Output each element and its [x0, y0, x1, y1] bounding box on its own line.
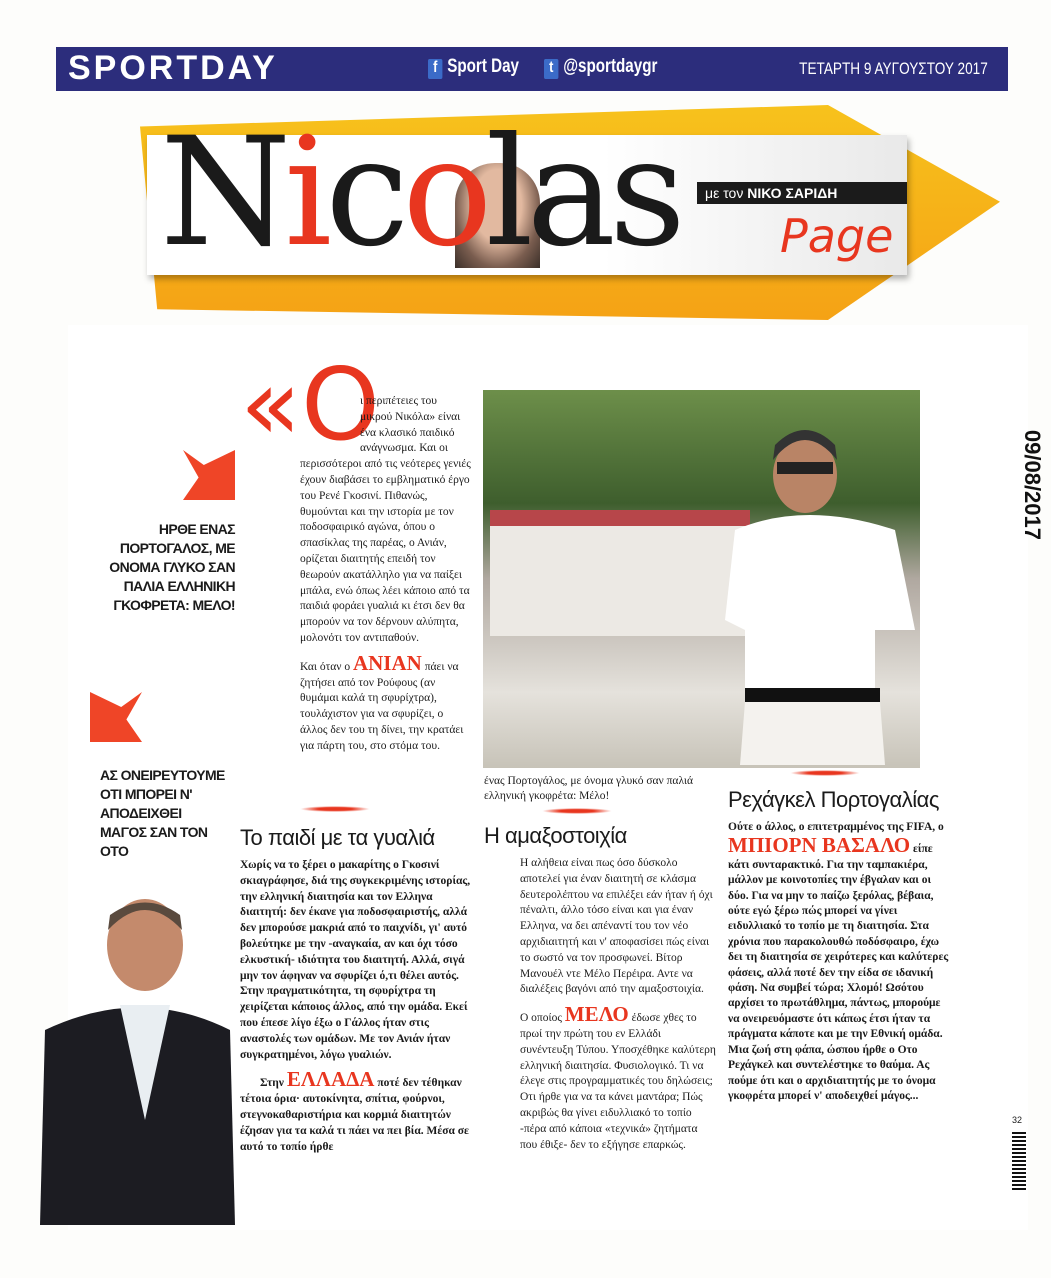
highlight-name: ΜΠΙΟΡΝ ΒΑΣΑΛΟ [728, 833, 911, 858]
twitter-label: @sportdaygr [563, 56, 658, 77]
drop-cap-space [300, 394, 360, 456]
section-2-body [520, 856, 716, 1153]
ornament-divider [542, 808, 612, 814]
photo-caption: ένας Πορτογάλος, με όνομα γλυκό σαν παλιά ελληνική γκοφρέτα: Μέλο! [484, 775, 694, 802]
pull-quote: ΑΣ ΟΝΕΙΡΕΥΤΟΥΜΕ ΟΤΙ ΜΠΟΡΕΙ Ν' ΑΠΟΔΕΙΧΘΕΙ ΜΑΓΟΣ ΣΑΝ ΤΟΝ ΟΤΟ [100, 767, 225, 859]
section-paragraph-2 [240, 1069, 475, 1155]
facebook-label: Sport Day [447, 56, 519, 77]
text: πάει να ζητήσει από τον Ρούφους (αν θυμάμαι καλά τη σφυρίχτρα), τουλάχιστον για να σφυρίζει, ο άλλος δεν του τη δίνει, την κρατάει για πάρτη του, στο στόμα του. [300, 660, 464, 752]
section-paragraph: Η αλήθεια είναι πως όσο δύσκολο αποτελεί για έναν διαιτητή σε κλάσμα δευτερολέπτου να επιλέξει εάν ήταν ή όχι πέναλτι, άλλο τόσο είναι και για έναν Ελληνα, να δει απέναντί του τον νέο αρχιδιαιτητή και ν' αποφασίσει πώς είναι το σωστό να τον προσφωνεί. Βίτορ Μανουέλ ντε Μέλο Περέιρα. Αντε να διαλέξεις βαγόνι από την αμαξοστοιχία. [520, 857, 713, 996]
text: Στην [260, 1077, 284, 1090]
facebook-icon: f [428, 59, 442, 79]
text: Και όταν ο [300, 660, 351, 673]
ornament-divider [300, 806, 370, 812]
page-word: Page [780, 209, 894, 263]
author-name: ΝΙΚΟ ΣΑΡΙΔΗ [747, 185, 838, 201]
section-paragraph-2 [520, 1004, 716, 1153]
masthead-bar [56, 47, 1008, 91]
text: Ούτε ο άλλος, ο επιτετραμμένος της FIFA, ο [728, 821, 944, 833]
brand-logo: SPORTDAY [68, 49, 278, 87]
text: Ο οποίος [520, 1012, 562, 1025]
pull-quote: ΗΡΘΕ ΕΝΑΣ ΠΟΡΤΟΓΑΛΟΣ, ΜΕ ΟΝΟΜΑ ΓΛΥΚΟ ΣΑΝ ΠΑΛΙΑ ΕΛΛΗΝΙΚΗ ΓΚΟΦΡΕΤΑ: ΜΕΛΟ! [109, 521, 235, 613]
text: ποτέ δεν τέθηκαν τέτοια όρια· αυτοκίνητα, σπίτια, φούρνοι, στεγνοκαθαριστήρια και κορμιά διαιτητών έζησαν για τα καλά τι πάει να πει βία. Μέσα σε αυτό το τοπίο ήρθε [240, 1077, 469, 1153]
page-number: 32 [1012, 1115, 1023, 1125]
logo-letter: i [284, 106, 326, 280]
intro-column [300, 394, 472, 761]
section-1-column [240, 824, 475, 1161]
section-heading: Το παιδί με τα γυαλιά [240, 825, 435, 850]
text: είπε κάτι συνταρακτικό. Για την ταμπακιέρα, μάλλον με κοινοτοπίες την έβγαλαν και οι δύο. Για να μην το παίζω ξερόλας, βέβαια, ούτε εγώ ξέρω πώς μπορεί να γίνει ειδυλλιακό το τοπίο με τη διαιτησία. Στα χρόνια που παρακολουθώ ποδόσφαιρο, έχω δει τη διαιτησία σε χειρότερες και καλύτερες φάσεις, αλλά ποτέ δεν την είδα σε ιδανική φάση. Να συμβεί τώρα; Χλομό! Ωσότου αρχίσει το πρωτάθλημα, πάντως, μπορούμε να ονειρευόμαστε ότι κάπως έτσι ήταν τα πράγματα κάποτε και με την Εθνική ομάδα. Μια ζωή στη φάπα, ώσπου ήρθε ο Οτο Ρεχάγκελ και συντελέστηκε το θαύμα. Ας πούμε ότι και ο αρχιδιαιτητής με το όνομα γκοφρέτα μπορεί ν' αποδειχθεί μάγος... [728, 843, 949, 1102]
section-heading: Ρεχάγκελ Πορτογαλίας [728, 787, 939, 812]
logo-letter: c [325, 106, 403, 280]
twitter-icon: t [544, 59, 558, 79]
issue-date: ΤΕΤΑΡΤΗ 9 ΑΥΓΟΥΣΤΟΥ 2017 [799, 59, 988, 78]
section-paragraph [728, 820, 952, 1104]
photo-otto-rehhagel [40, 890, 235, 1225]
highlight-name: ΕΛΛΑΔΑ [286, 1067, 375, 1092]
intro-paragraph-2 [300, 650, 472, 755]
twitter-link[interactable] [544, 56, 657, 79]
intro-paragraph: ι περιπέτειες του μικρού Νικόλα» είναι ένα κλασικό παιδικό ανάγνωσμα. Και οι περισσότεροι από τις νεότερες γενιές έχουν διαβάσει το εμβληματικό έργο του Ρενέ Γκοσινί. Πιθανώς, θυμούνται και την ιστορία με τον ποδοσφαιρικό αγώνα, όπου ο σπασίκλας της παρέας, ο Ανιάν, ορίζεται διαιτητής επειδή τον θεωρούν ακατάλληλο για να παίξει μπάλα, ενώ όπως λέει κάποιο από τα παιδιά φοράει γυαλιά κι έτσι δεν θα μπορούν να τον δέρνουν αλύπητα, μολονότι τον αντιπαθούν. [300, 395, 471, 644]
highlight-name: ΜΕΛΟ [564, 1002, 629, 1027]
byline-prefix: με τον [705, 185, 744, 201]
photo-building [490, 510, 750, 636]
photo-referee [725, 420, 915, 765]
facebook-link[interactable] [428, 56, 519, 79]
byline [697, 182, 907, 204]
logo-letter: N [160, 106, 285, 280]
drop-cap-quote: «Ο [240, 346, 380, 463]
section-heading: Η αμαξοστοιχία [484, 823, 627, 848]
section-3-column [728, 786, 952, 1110]
text: έδωσε χθες το πρωί την πρώτη του εν Ελλάδι συνέντευξη Τύπου. Υποσχέθηκε καλύτερη ελληνική διαιτησία. Φυσιολογικό. Τι να έλεγε στις προγραμματικές του δηλώσεις; Οτι ήρθε για να τα κάνει μαντάρα; Πώς ακριβώς θα γίνει ειδυλλιακό το τοπίο -πέρα από κάποια «τεχνικά» ζητήματα που έθιξε- δεν το εξήγησε επαρκώς. [520, 1012, 716, 1151]
highlight-name: ΑΝΙΑΝ [352, 650, 422, 675]
logo-letter: las [485, 106, 679, 280]
section-2-column [484, 822, 716, 1159]
ornament-divider [790, 770, 860, 776]
logo-letter: o [402, 106, 486, 280]
vertical-date: 09/08/2017 [1020, 429, 1045, 540]
column-logo [160, 106, 679, 280]
barcode [1012, 1130, 1026, 1190]
section-paragraph: Χωρίς να το ξέρει ο μακαρίτης ο Γκοσινί σκιαγράφησε, διά της συγκεκριμένης ιστορίας, την ελληνική διαιτησία και τον Ελληνα διαιτητή: δεν έκανε για ποδοσφαιριστής, αλλά δεν μπορούσε μακριά από το παιχνίδι, γι' αυτό βολεύτηκε με την -αναγκαία, αν και όχι τόσο ελκυστική- ιδιότητα του διαιτητή. Αλλά, σιγά μην τον άφηναν να σφυρίζει ό,τι θέλει αυτός. Στην πραγματικότητα, τη σφυρίχτρα τη χειρίζεται κάποιος άλλος, από την ομάδα. Εκεί που έπεσε λίγο έξω ο Γάλλος ήταν στις αναστολές των ομάδων. Με τον Ανιάν ήταν συγκρατημένοι, λόγω γυαλιών. [240, 859, 471, 1061]
